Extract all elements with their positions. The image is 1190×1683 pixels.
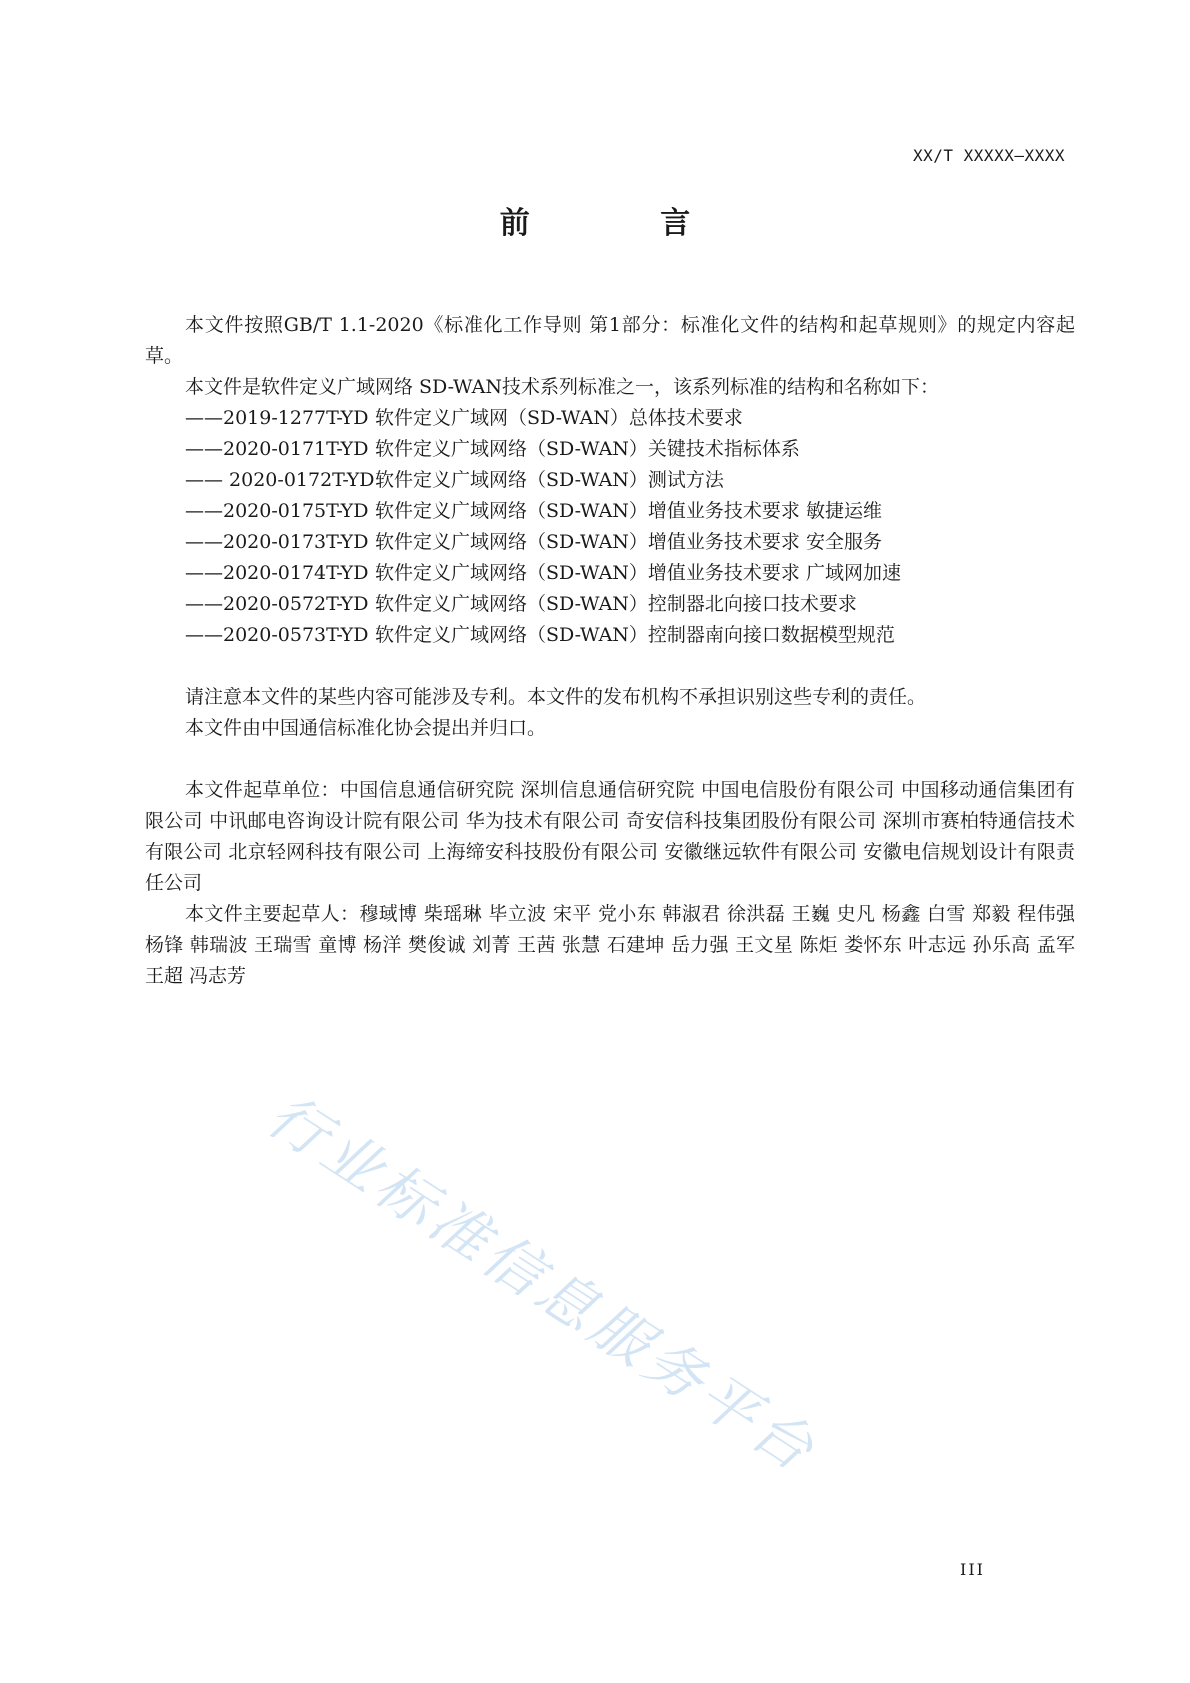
standard-name: 软件定义广域网络（SD-WAN）控制器北向接口技术要求 [375, 593, 857, 615]
paragraph-series-intro: 本文件是软件定义广域网络 SD-WAN技术系列标准之一，该系列标准的结构和名称如下： [185, 376, 939, 398]
standard-name: 软件定义广域网络（SD-WAN）增值业务技术要求 敏捷运维 [375, 500, 882, 522]
document-code: XX/T XXXXX—XXXX [913, 146, 1065, 165]
spacer [145, 651, 1075, 682]
list-item [145, 465, 1075, 496]
document-body [145, 310, 1075, 992]
standard-name: 软件定义广域网（SD-WAN）总体技术要求 [375, 407, 743, 429]
list-item [145, 434, 1075, 465]
paragraph-patent-notice: 请注意本文件的某些内容可能涉及专利。本文件的发布机构不承担识别这些专利的责任。 [185, 686, 927, 708]
standard-code: —— 2020-0172T-YD [185, 469, 375, 491]
paragraph-drafting-basis: 本文件按照GB/T 1.1-2020《标准化工作导则 第1部分：标准化文件的结构和起草规则》的规定内容起草。 [145, 314, 1075, 367]
list-item [145, 620, 1075, 651]
paragraph-drafting-units: 本文件起草单位：中国信息通信研究院 深圳信息通信研究院 中国电信股份有限公司 中国移动通信集团有限公司 中讯邮电咨询设计院有限公司 华为技术有限公司 奇安信科技集团股份有限公司 深圳市赛柏特通信技术有限公司 北京轻网科技有限公司 上海缔安科技股份有限公司 安徽继远软件有限公司 安徽电信规划设计有限责任公司 [145, 779, 1075, 894]
standard-name: 软件定义广域网络（SD-WAN）增值业务技术要求 安全服务 [375, 531, 882, 553]
page-number: III [960, 1560, 985, 1579]
standard-name: 软件定义广域网络（SD-WAN）测试方法 [375, 469, 724, 491]
standard-code: ——2020-0573T-YD [185, 624, 369, 646]
standard-code: ——2020-0175T-YD [185, 500, 369, 522]
list-item [145, 558, 1075, 589]
standard-code: ——2020-0174T-YD [185, 562, 369, 584]
list-item [145, 403, 1075, 434]
standard-name: 软件定义广域网络（SD-WAN）控制器南向接口数据模型规范 [375, 624, 895, 646]
standard-code: ——2020-0572T-YD [185, 593, 369, 615]
list-item [145, 589, 1075, 620]
series-standards-list [145, 403, 1075, 651]
page-title: 前 言 [499, 206, 751, 241]
spacer [145, 744, 1075, 775]
watermark: 行业标准信息服务平台 [255, 1080, 830, 1487]
standard-name: 软件定义广域网络（SD-WAN）关键技术指标体系 [375, 438, 800, 460]
paragraph-proposer: 本文件由中国通信标准化协会提出并归口。 [185, 717, 547, 739]
standard-code: ——2020-0173T-YD [185, 531, 369, 553]
list-item [145, 527, 1075, 558]
paragraph-drafters: 本文件主要起草人：穆琙博 柴瑶琳 毕立波 宋平 党小东 韩淑君 徐洪磊 王巍 史凡 杨鑫 白雪 郑毅 程伟强 杨锋 韩瑞波 王瑞雪 童博 杨洋 樊俊诚 刘菁 王茜 张慧 石建坤 岳力强 王文星 陈炬 娄怀东 叶志远 孙乐高 孟军 王超 冯志芳 [145, 903, 1075, 987]
standard-code: ——2020-0171T-YD [185, 438, 369, 460]
list-item [145, 496, 1075, 527]
standard-name: 软件定义广域网络（SD-WAN）增值业务技术要求 广域网加速 [375, 562, 901, 584]
standard-code: ——2019-1277T-YD [185, 407, 369, 429]
